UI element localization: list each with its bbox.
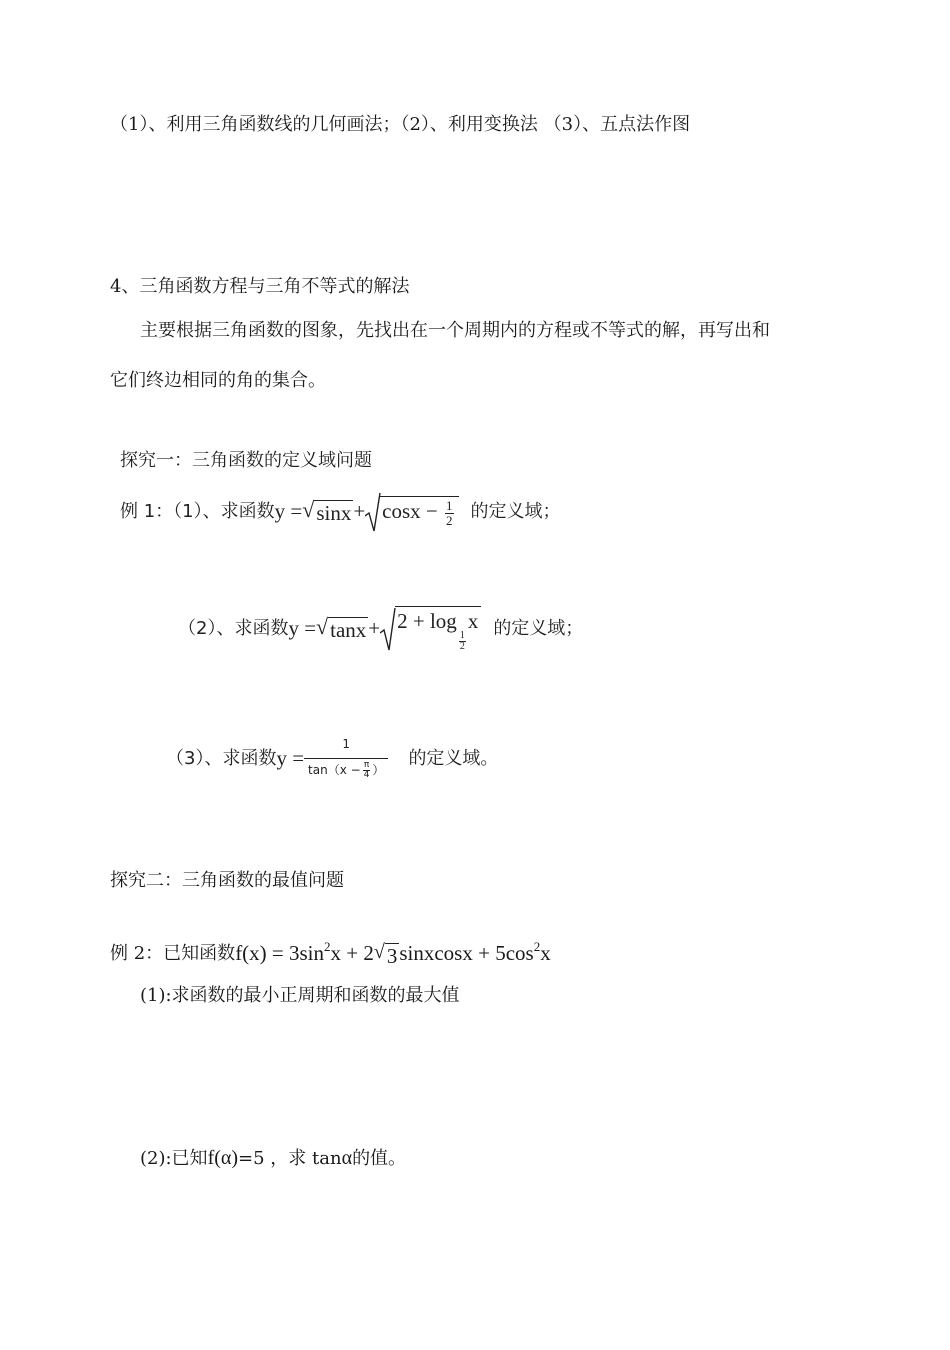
q2-sqrt-log [380, 606, 481, 653]
big-radical-sign [380, 607, 396, 651]
q3-y-eq: y = [276, 746, 305, 771]
q1-y-eq: y = [274, 499, 303, 524]
radical-sign: √ [316, 614, 329, 640]
example2-part2: (2):已知f(α)=5 ，求 tanα的值。 [140, 1147, 407, 1169]
q1-suffix: 的定义域； [470, 501, 561, 523]
q3-fraction [304, 737, 388, 780]
example2-part1: (1):求函数的最小正周期和函数的最大值 [140, 985, 460, 1006]
example1-q2 [178, 604, 583, 654]
section4-heading: 4、三角函数方程与三角不等式的解法 [110, 276, 410, 297]
q1-rad1: sinx [316, 501, 352, 526]
q2-rad2-a: 2 + log [397, 608, 457, 633]
q2-y-eq: y = [288, 616, 317, 641]
q3-suffix: 的定义域。 [408, 748, 499, 770]
section4-body-line1: 主要根据三角函数的图象，先找出在一个周期内的方程或不等式的解，再写出和 [140, 320, 770, 341]
pi-over-4-fraction: $\frac{\pi}{4}$ [363, 759, 370, 781]
q3-numerator: 1 [342, 737, 351, 752]
section4-body-line2: 它们终边相同的角的集合。 [110, 370, 326, 391]
q2-sqrt-tanx [316, 614, 368, 643]
q2-rad2-b: x [467, 608, 479, 633]
intro-methods-line: （1）、利用三角函数线的几何画法；（2）、利用变换法 （3）、五点法作图 [110, 114, 691, 135]
q2-plus: + [368, 616, 381, 641]
example2-line [110, 938, 551, 970]
q2-rad1: tanx [330, 618, 367, 643]
explore1-title: 探究一：三角函数的定义域问题 [120, 450, 372, 471]
q1-rad2: cosx − [382, 499, 444, 524]
example1-q3 [166, 736, 498, 782]
q3-prefix: （3）、求函数 [166, 748, 277, 770]
ex2-prefix: 例 2：已知函数 [110, 943, 236, 965]
q2-prefix: （2）、求函数 [178, 618, 289, 640]
ex2-formula: $f(x) = 3\sin^2x$ + 2√3sinxcosx + $5\cos^2x$ [235, 938, 551, 969]
explore2-title: 探究二：三角函数的最值问题 [110, 870, 344, 891]
q1-sqrt-sinx [302, 497, 353, 526]
big-radical-sign [365, 492, 381, 532]
q1-plus: + [353, 499, 366, 524]
q3-denominator: tan（x − $\frac{\pi}{4}$ ） [304, 758, 388, 781]
q1-prefix: 例 1：（1）、求函数 [120, 501, 275, 523]
example1-q1 [120, 490, 561, 534]
q1-sqrt-cosx [365, 492, 458, 532]
radical-sign: √ [302, 497, 315, 523]
q2-log-base-fraction: $\frac{1}{2}$ [459, 629, 465, 652]
radical-sign: √ [373, 941, 385, 964]
q2-suffix: 的定义域； [493, 618, 584, 640]
q1-half-fraction: $\frac{1}{2}$ [446, 498, 453, 529]
